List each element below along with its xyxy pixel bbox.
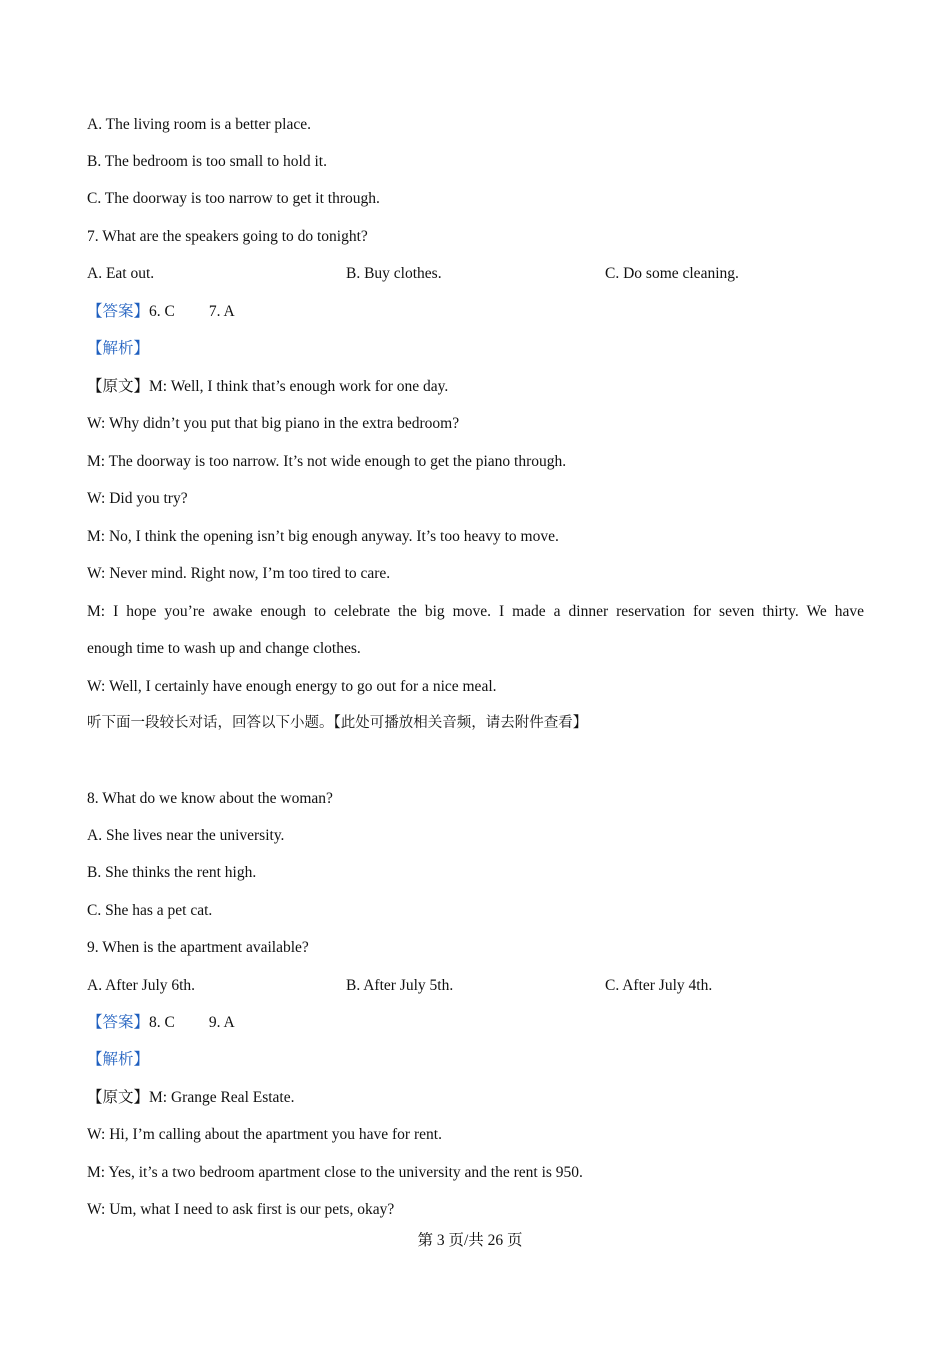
transcript-line: W: Um, what I need to ask first is our pets, okay? bbox=[87, 1201, 395, 1218]
transcript-line: W: Never mind. Right now, I’m too tired to care. bbox=[87, 565, 391, 582]
answer-row-1 bbox=[87, 302, 235, 322]
analysis-label: 【解析】 bbox=[87, 340, 150, 357]
answer-9: 9. A bbox=[208, 1014, 235, 1031]
transcript-label: 【原文】 bbox=[87, 378, 150, 395]
answer-label: 【答案】 bbox=[87, 1014, 150, 1031]
q8-stem: 8. What do we know about the woman? bbox=[87, 790, 333, 807]
q7-option-a: A. Eat out. bbox=[87, 265, 155, 282]
answer-row-2 bbox=[87, 1013, 235, 1033]
q9-stem: 9. When is the apartment available? bbox=[87, 939, 309, 956]
q9-option-b: B. After July 5th. bbox=[346, 977, 454, 994]
transcript-line: M: I hope you’re awake enough to celebrate the big move. I made a dinner reservation for seven thirty. We have bbox=[87, 603, 864, 620]
transcript-label: 【原文】 bbox=[87, 1089, 150, 1106]
q8-option-c: C. She has a pet cat. bbox=[87, 902, 213, 919]
transcript-line: 【原文】M: Grange Real Estate. bbox=[87, 1089, 295, 1106]
q7-options bbox=[87, 264, 864, 284]
listening-instruction: 听下面一段较长对话，回答以下小题。【此处可播放相关音频，请去附件查看】 bbox=[87, 715, 588, 731]
q6-option-b: B. The bedroom is too small to hold it. bbox=[87, 153, 327, 170]
transcript-line: enough time to wash up and change clothes. bbox=[87, 640, 361, 657]
q8-option-b: B. She thinks the rent high. bbox=[87, 864, 257, 881]
q6-option-c: C. The doorway is too narrow to get it through. bbox=[87, 190, 380, 207]
answer-8: 8. C bbox=[149, 1014, 175, 1031]
q9-option-a: A. After July 6th. bbox=[87, 977, 196, 994]
transcript-line: M: The doorway is too narrow. It’s not wide enough to get the piano through. bbox=[87, 453, 567, 470]
analysis-label: 【解析】 bbox=[87, 1051, 150, 1068]
transcript-line: W: Hi, I’m calling about the apartment you have for rent. bbox=[87, 1126, 442, 1143]
page-footer bbox=[0, 1228, 950, 1250]
q7-option-b: B. Buy clothes. bbox=[346, 265, 442, 282]
answer-7: 7. A bbox=[208, 303, 235, 320]
transcript-line: 【原文】M: Well, I think that’s enough work for one day. bbox=[87, 378, 449, 395]
transcript-line: W: Well, I certainly have enough energy to go out for a nice meal. bbox=[87, 678, 497, 695]
q7-option-c: C. Do some cleaning. bbox=[605, 265, 739, 282]
q9-option-c: C. After July 4th. bbox=[605, 977, 713, 994]
q7-stem: 7. What are the speakers going to do tonight? bbox=[87, 228, 368, 245]
transcript-line: M: No, I think the opening isn’t big enough anyway. It’s too heavy to move. bbox=[87, 528, 559, 545]
answer-6: 6. C bbox=[149, 303, 175, 320]
q8-option-a: A. She lives near the university. bbox=[87, 827, 285, 844]
q9-options bbox=[87, 976, 864, 996]
transcript-line: W: Did you try? bbox=[87, 490, 188, 507]
answer-label: 【答案】 bbox=[87, 303, 150, 320]
transcript-line: W: Why didn’t you put that big piano in the extra bedroom? bbox=[87, 415, 460, 432]
q6-option-a: A. The living room is a better place. bbox=[87, 116, 311, 133]
transcript-line: M: Yes, it’s a two bedroom apartment close to the university and the rent is 950. bbox=[87, 1164, 583, 1181]
page-number: 第 3 页/共 26 页 bbox=[417, 1232, 523, 1249]
